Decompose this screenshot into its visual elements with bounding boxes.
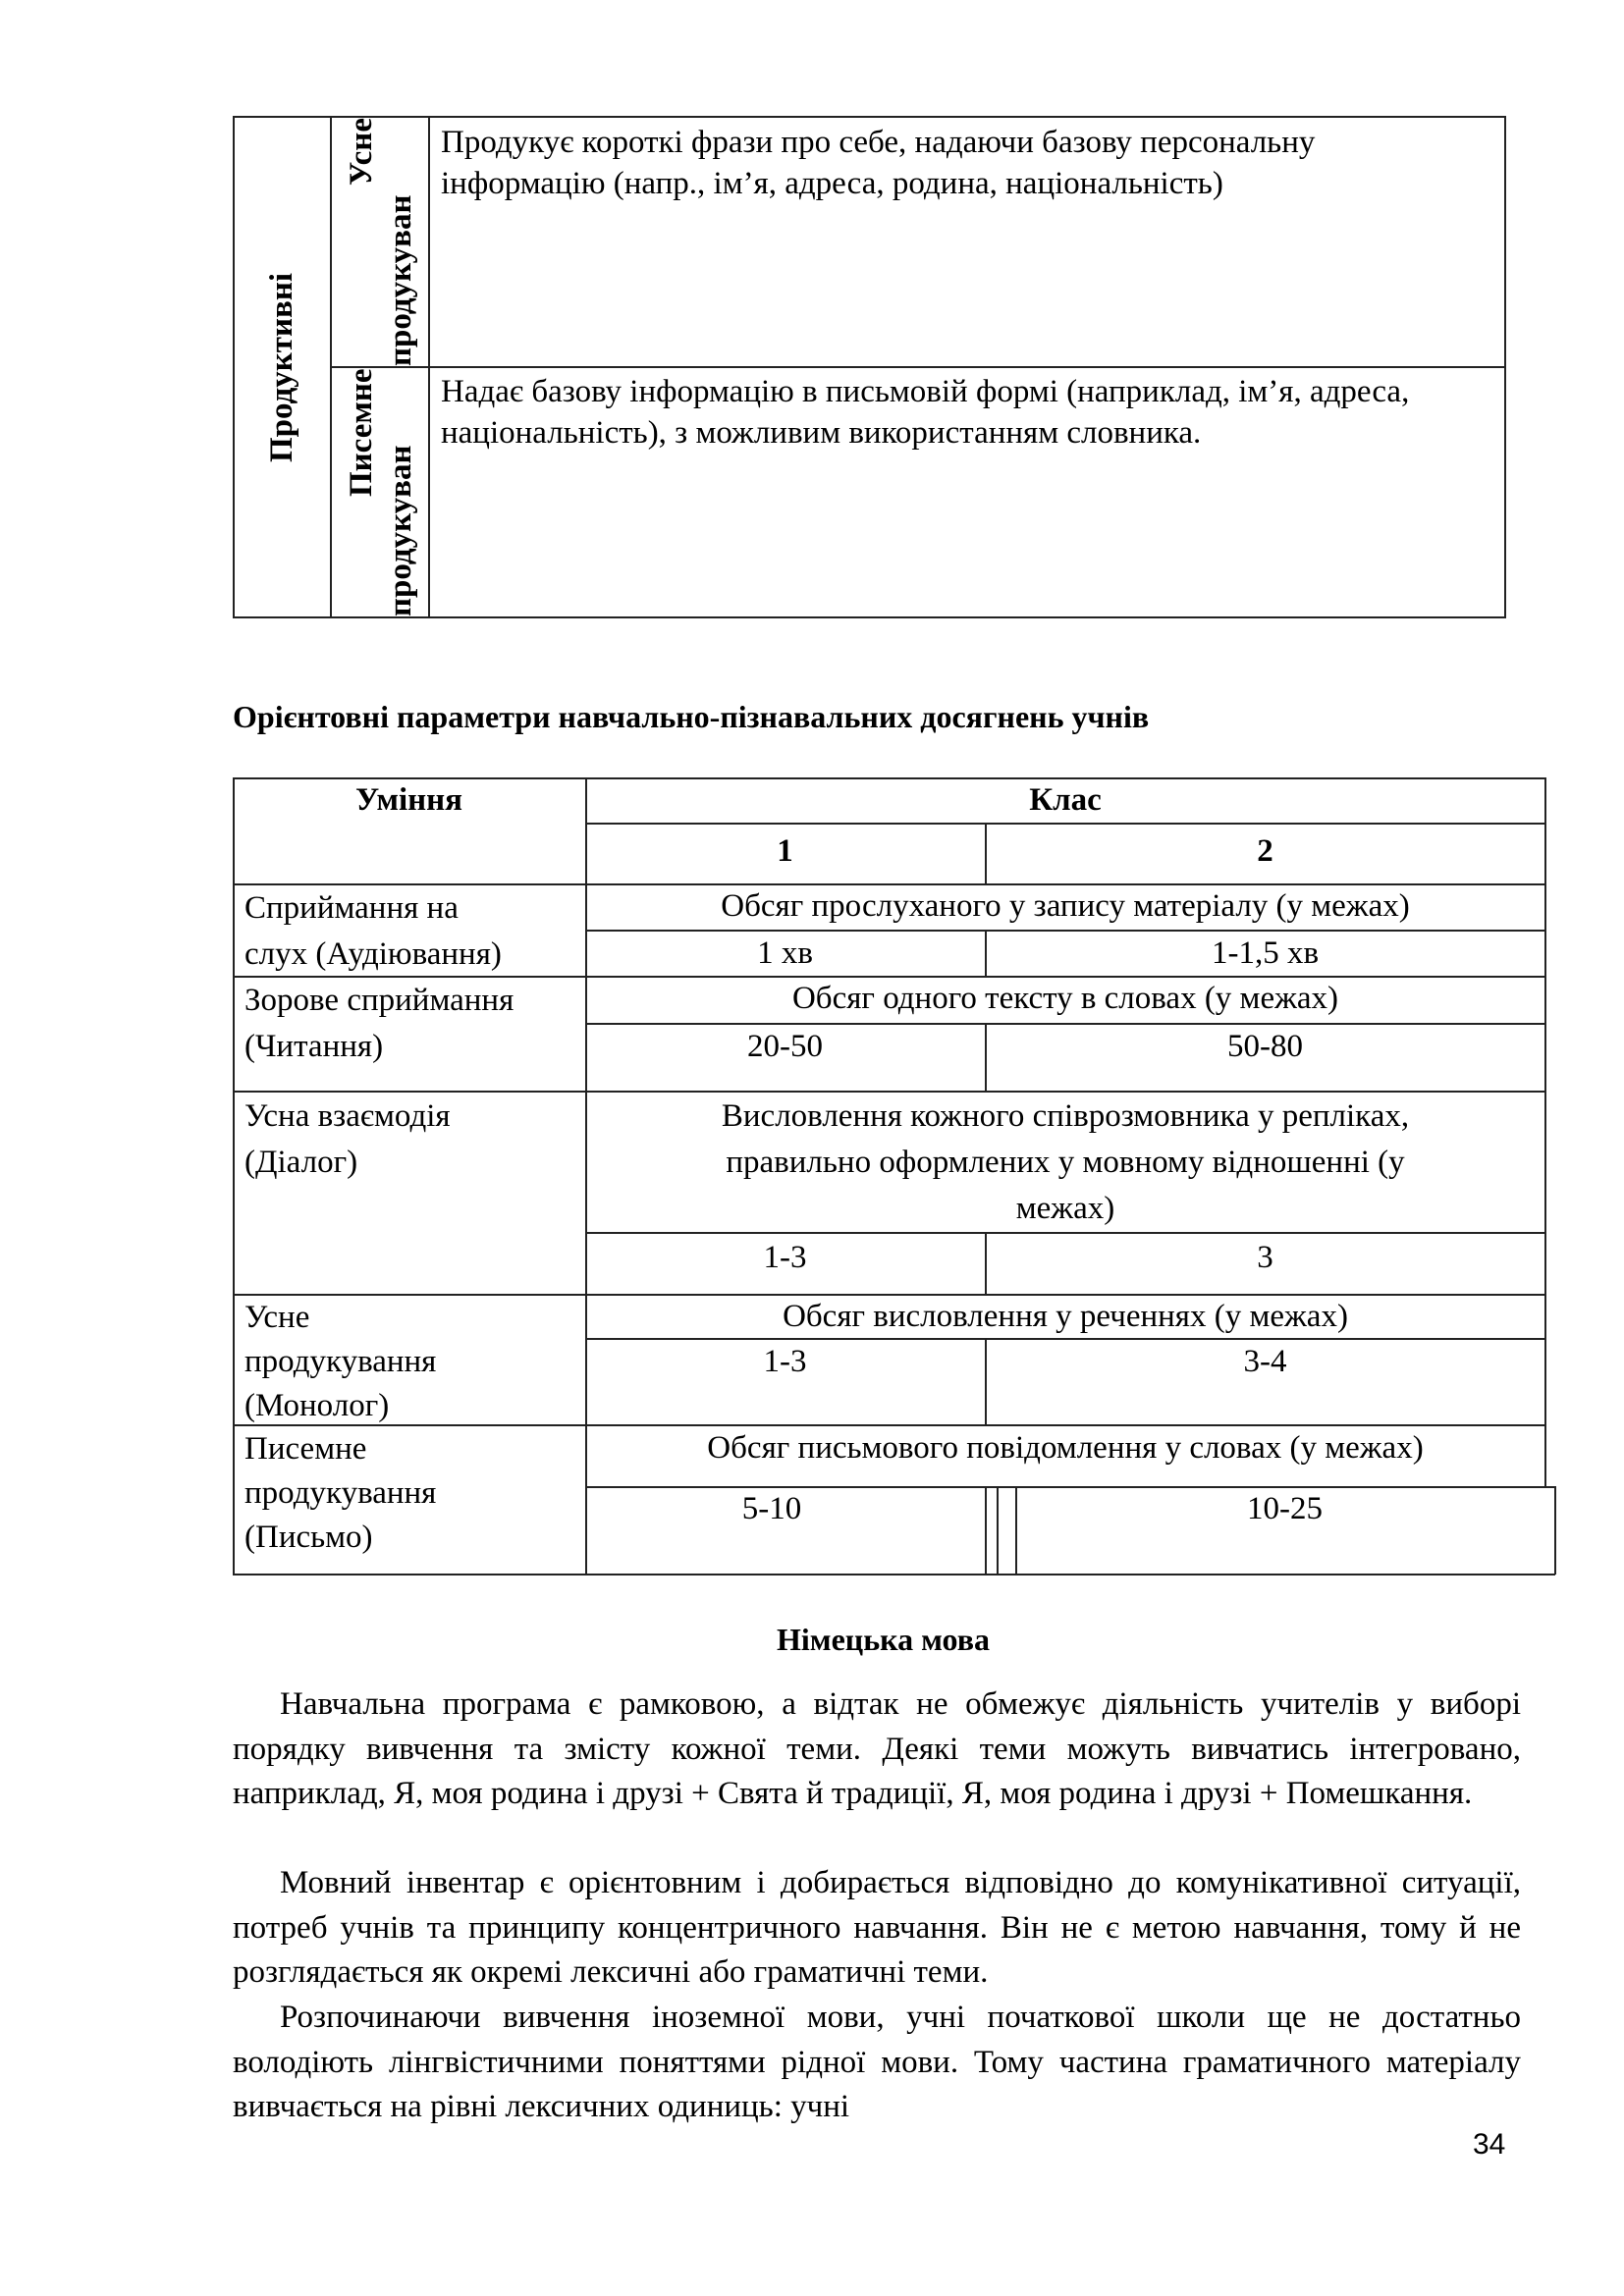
row-divider [585, 1232, 1545, 1234]
skill-line: продукування [244, 1475, 437, 1511]
section-title: Орієнтовні параметри навчально-пізнавальних досягнень учнів [233, 699, 1150, 734]
skill-line: (Монолог) [244, 1388, 390, 1423]
paragraph [233, 1861, 1521, 1996]
class1-value: 1-3 [763, 1344, 807, 1379]
criterion: Обсяг одного тексту в словах (у межах) [791, 981, 1339, 1016]
row-divider [233, 1091, 1545, 1093]
row-divider [585, 930, 1545, 932]
criterion: Обсяг прослуханого у запису матеріалу (у межах) [721, 888, 1410, 924]
criterion: Обсяг висловлення у реченнях (у межах) [783, 1299, 1348, 1334]
class1-value: 5-10 [741, 1491, 802, 1526]
criterion-line: Висловлення кожного співрозмовника у репліках, [721, 1098, 1410, 1134]
row-divider [585, 823, 1545, 825]
row-divider [585, 1338, 1545, 1340]
class1-value: 20-50 [747, 1029, 823, 1064]
criterion: Обсяг письмового повідомлення у словах (у межах) [707, 1430, 1424, 1466]
skill-label [244, 1094, 583, 1186]
skill-label [244, 885, 583, 978]
skill-line: Зорове сприймання [244, 983, 514, 1018]
row-divider [585, 1023, 1545, 1025]
header-class: Клас [1029, 782, 1102, 818]
skill-label [244, 1427, 583, 1560]
subheading: Німецька мова [777, 1622, 990, 1657]
class1-value: 1 хв [757, 935, 813, 971]
skill-line: Усне [244, 1300, 310, 1335]
achievements-table [233, 777, 1551, 1582]
criterion-line: правильно оформлених у мовному відношенні (у [726, 1145, 1405, 1180]
class2-value: 3 [1257, 1240, 1273, 1275]
skill-label-oral [332, 118, 428, 366]
skill-line: Писемне [244, 1431, 367, 1467]
written-production-description: Надає базову інформацію в письмовій формі (наприклад, ім’я, адреса, національність), з можливим використанням словника. [441, 374, 1410, 451]
skill-line: Сприймання на [244, 890, 459, 926]
productive-skills-table [233, 116, 1506, 618]
column-divider [985, 1486, 987, 1575]
paragraph [233, 1682, 1521, 1817]
skill-line: Усна взаємодія [244, 1098, 451, 1134]
class2-value: 50-80 [1227, 1029, 1303, 1064]
column-divider [997, 1486, 999, 1575]
header-skill: Уміння [354, 782, 463, 818]
table-border [1554, 1486, 1556, 1575]
paragraph-text: Навчальна програма є рамковою, а відтак не обмежує діяльність учителів у виборі порядку вивчення та змісту кожної теми. Деякі теми можуть вивчатись інтегровано, наприклад, Я, моя родина і друзі + Свята й традиції, Я, моя родина і друзі + Помешкання. [233, 1686, 1521, 1811]
oral-production-description: Продукує короткі фрази про себе, надаючи базову персональну інформацію (напр., ім’я, адреса, родина, національність) [441, 125, 1316, 201]
skill-line: (Читання) [244, 1029, 384, 1064]
class2-value: 1-1,5 хв [1211, 935, 1320, 971]
class2-value: 10-25 [1247, 1491, 1323, 1526]
skill-line: (Діалог) [244, 1145, 358, 1180]
header-class-2: 2 [1257, 833, 1273, 869]
paragraph-text: Розпочинаючи вивчення іноземної мови, учні початкової школи ще не достатньо володіють лінгвістичними поняттями рідної мови. Тому частина граматичного матеріалу вивчається на рівні лексичних одиниць: учні [233, 2000, 1521, 2124]
criterion [585, 1094, 1545, 1232]
page-number: 34 [1473, 2128, 1506, 2161]
skill-label-line2: продукуван [383, 194, 418, 366]
table-border [233, 1574, 1555, 1575]
group-label: Продуктивні [264, 272, 299, 462]
skill-label-line1: Писемне [344, 368, 379, 497]
class1-value: 1-3 [763, 1240, 807, 1275]
skill-line: слух (Аудіювання) [244, 936, 502, 972]
skill-label-line2: продукуван [383, 445, 418, 616]
skill-line: продукування [244, 1344, 437, 1379]
skill-label-line1: Усне [344, 118, 379, 186]
row-divider [332, 366, 1504, 368]
table-border [233, 777, 235, 1575]
group-column [235, 118, 332, 616]
criterion-line: межах) [1015, 1191, 1115, 1226]
skill-label [244, 1296, 583, 1428]
skill-line: (Письмо) [244, 1520, 373, 1555]
paragraph [233, 1996, 1521, 2130]
paragraph-text: Мовний інвентар є орієнтовним і добирається відповідно до комунікативної ситуації, потреб учнів та принципу концентричного навчання. Він не є метою навчання, тому й не розглядається як окремі лексичні або граматичні теми. [233, 1865, 1521, 1990]
class2-value: 3-4 [1243, 1344, 1287, 1379]
skill-label [244, 978, 583, 1070]
skill-label-written [332, 368, 428, 616]
header-class-1: 1 [777, 833, 793, 869]
